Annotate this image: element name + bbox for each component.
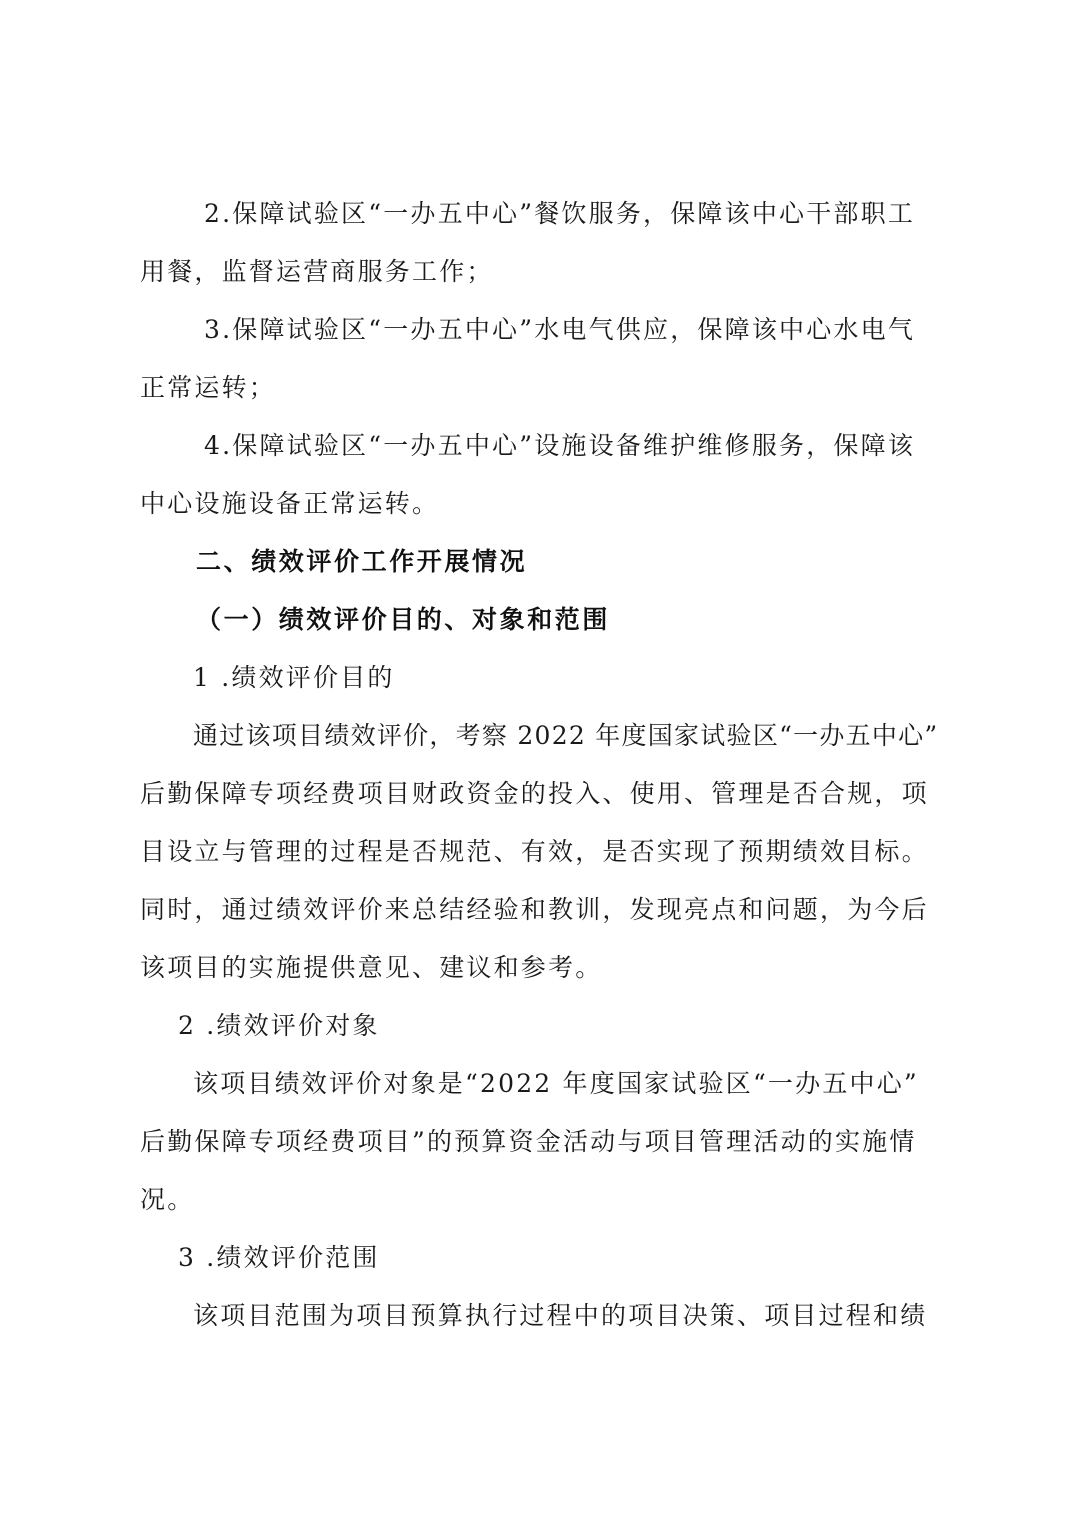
- subsection-heading: （一）绩效评价目的、对象和范围: [196, 605, 611, 634]
- item-heading-object: 2 .绩效评价对象: [178, 1011, 380, 1040]
- paragraph-purpose-line-3: 目设立与管理的过程是否规范、有效，是否实现了预期绩效目标。: [140, 837, 929, 866]
- paragraph-object-line-2: 后勤保障专项经费项目”的预算资金活动与项目管理活动的实施情: [140, 1127, 917, 1156]
- section-heading: 二、绩效评价工作开展情况: [196, 547, 528, 576]
- list-item-2-line-1: 2.保障试验区“一办五中心”餐饮服务，保障该中心干部职工: [204, 199, 916, 228]
- paragraph-object-line-3: 况。: [140, 1185, 195, 1214]
- list-item-4-line-1: 4.保障试验区“一办五中心”设施设备维护维修服务，保障该: [204, 431, 916, 460]
- paragraph-purpose-line-5: 该项目的实施提供意见、建议和参考。: [140, 953, 603, 982]
- paragraph-object-line-1: 该项目绩效评价对象是“2022 年度国家试验区“一办五中心”: [193, 1069, 919, 1098]
- list-item-2-line-2: 用餐，监督运营商服务工作；: [140, 257, 494, 286]
- list-item-4-line-2: 中心设施设备正常运转。: [140, 489, 440, 518]
- list-item-3-line-1: 3.保障试验区“一办五中心”水电气供应，保障该中心水电气: [204, 315, 916, 344]
- paragraph-purpose-line-1: 通过该项目绩效评价，考察 2022 年度国家试验区“一办五中心”: [193, 721, 939, 750]
- item-heading-scope: 3 .绩效评价范围: [178, 1243, 380, 1272]
- paragraph-scope-line-1: 该项目范围为项目预算执行过程中的项目决策、项目过程和绩: [193, 1301, 928, 1330]
- list-item-3-line-2: 正常运转；: [140, 373, 277, 402]
- paragraph-purpose-line-2: 后勤保障专项经费项目财政资金的投入、使用、管理是否合规，项: [140, 779, 929, 808]
- item-heading-purpose: 1 .绩效评价目的: [193, 663, 395, 692]
- paragraph-purpose-line-4: 同时，通过绩效评价来总结经验和教训，发现亮点和问题，为今后: [140, 895, 929, 924]
